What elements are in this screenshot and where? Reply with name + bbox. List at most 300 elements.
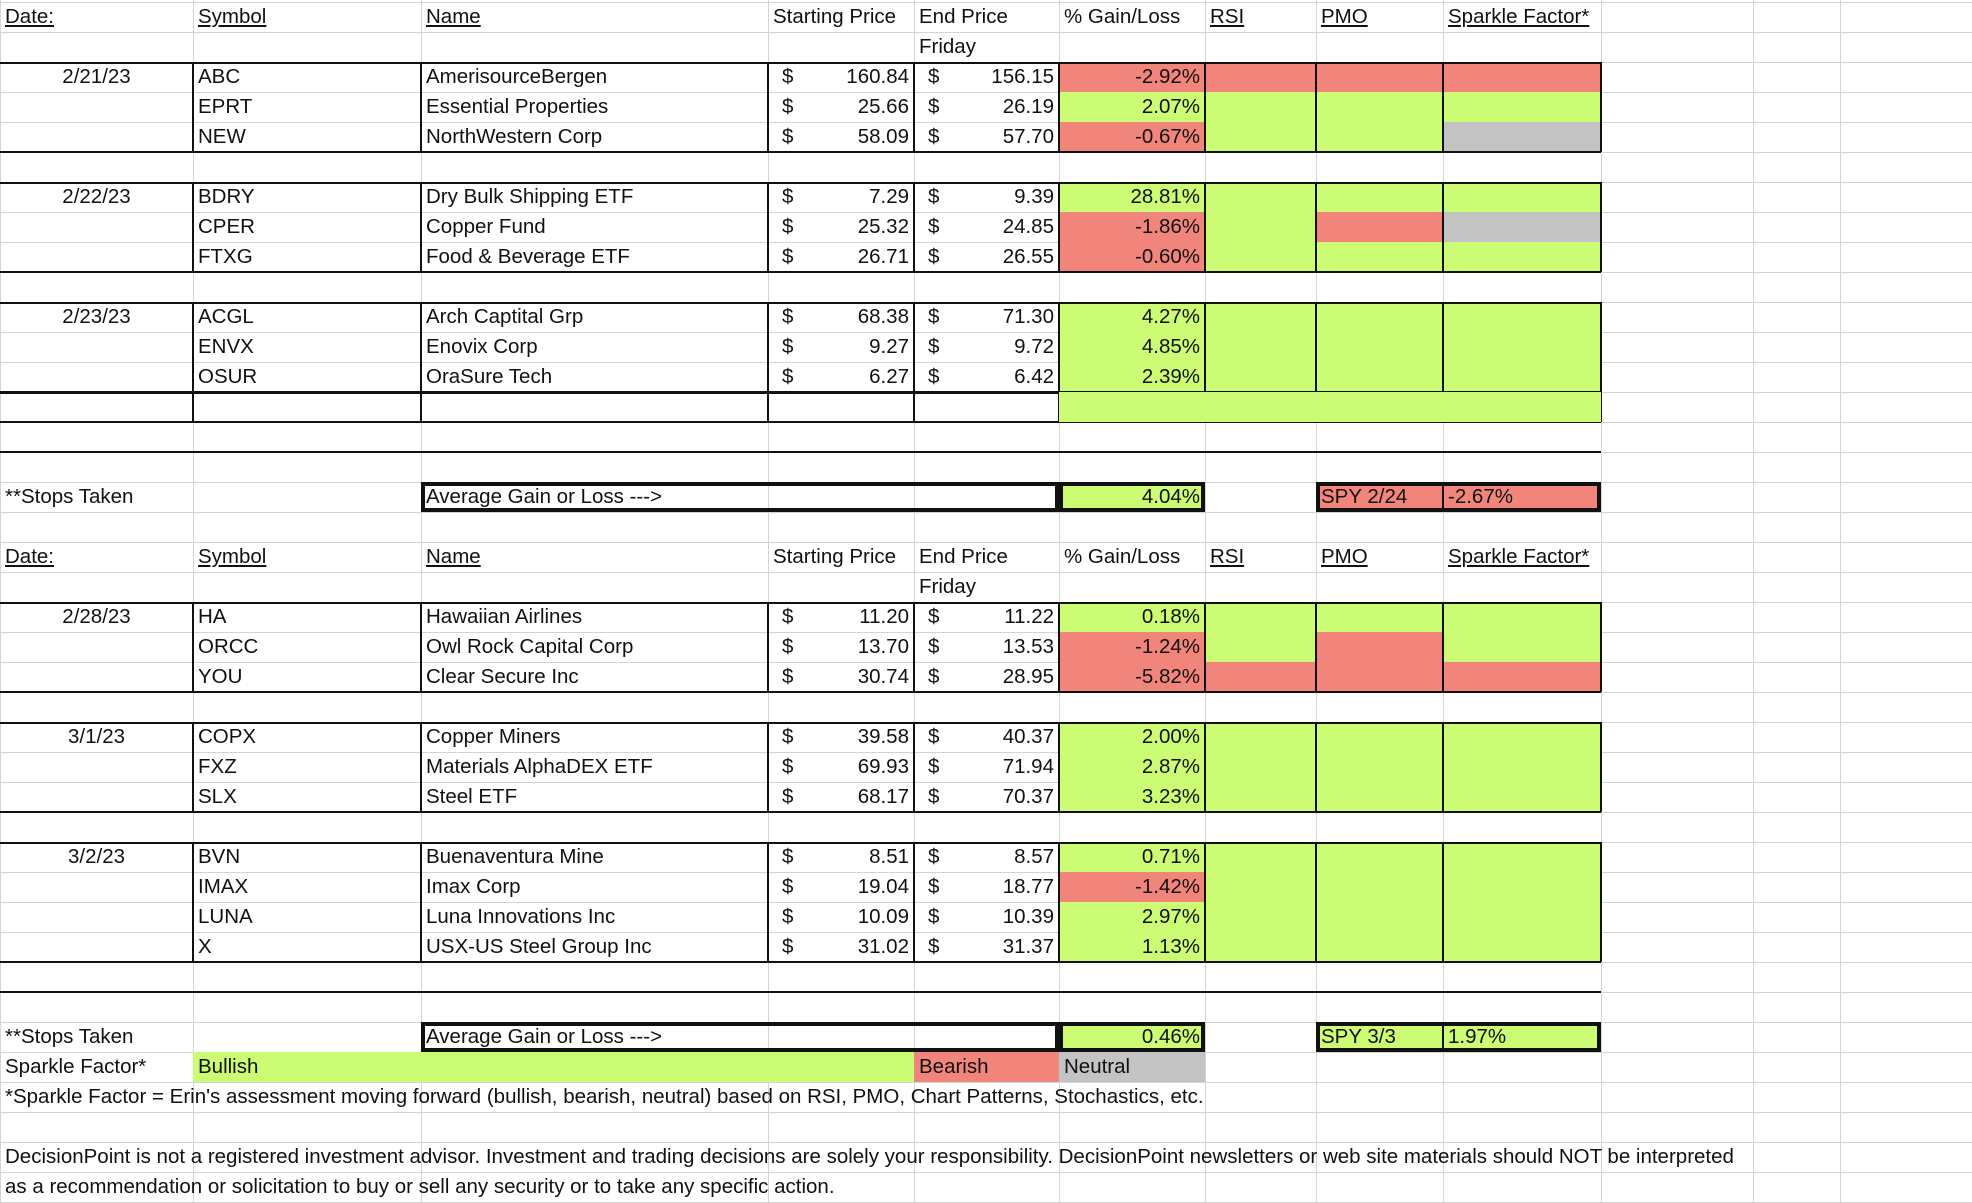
starting-price[interactable]: 69.93 — [857, 755, 909, 778]
sparkle-factor-indicator[interactable] — [1443, 122, 1601, 152]
rsi-indicator[interactable] — [1205, 302, 1316, 332]
gain-loss-value[interactable]: 0.71% — [1141, 845, 1200, 868]
legend-neutral: Neutral — [1064, 1055, 1131, 1078]
group-border-col — [1600, 602, 1602, 692]
currency-symbol: $ — [928, 785, 940, 808]
sparkle-factor-indicator[interactable] — [1443, 62, 1601, 92]
ticker-symbol[interactable]: ORCC — [198, 635, 259, 658]
security-name[interactable]: OraSure Tech — [426, 365, 553, 388]
sparkle-factor-indicator[interactable] — [1443, 782, 1601, 812]
group-border-col — [192, 392, 194, 422]
sparkle-factor-indicator[interactable] — [1443, 632, 1601, 662]
starting-price[interactable]: 68.38 — [857, 305, 909, 328]
group-border-col — [192, 62, 194, 152]
starting-price[interactable]: 39.58 — [857, 725, 909, 748]
group-border-col — [1600, 722, 1602, 812]
pmo-indicator[interactable] — [1316, 242, 1443, 272]
end-price[interactable]: 156.15 — [991, 65, 1054, 88]
group-border-col — [420, 62, 422, 152]
pmo-indicator[interactable] — [1316, 212, 1443, 242]
ticker-symbol[interactable]: COPX — [198, 725, 257, 748]
grid-col-line — [1601, 0, 1602, 1202]
group-border-col — [1204, 302, 1206, 392]
rsi-indicator[interactable] — [1205, 242, 1316, 272]
security-name[interactable]: NorthWestern Corp — [426, 125, 603, 148]
currency-symbol: $ — [928, 215, 940, 238]
currency-symbol: $ — [782, 245, 794, 268]
pmo-indicator[interactable] — [1316, 92, 1443, 122]
pmo-indicator[interactable] — [1316, 302, 1443, 332]
security-name[interactable]: Luna Innovations Inc — [426, 905, 616, 928]
pmo-indicator[interactable] — [1316, 62, 1443, 92]
header-sparkle-factor: Sparkle Factor* — [1448, 5, 1590, 28]
pmo-indicator[interactable] — [1316, 182, 1443, 212]
starting-price[interactable]: 31.02 — [857, 935, 909, 958]
gain-loss-value[interactable]: 4.85% — [1141, 335, 1200, 358]
group-border-col — [767, 722, 769, 812]
group-border-bottom — [0, 811, 1601, 813]
ticker-symbol[interactable]: BVN — [198, 845, 241, 868]
pmo-indicator[interactable] — [1316, 902, 1443, 932]
gain-loss-empty-cell[interactable] — [1059, 392, 1205, 422]
group-date[interactable]: 2/22/23 — [62, 185, 131, 208]
group-border-col — [192, 182, 194, 272]
security-name[interactable]: Hawaiian Airlines — [426, 605, 583, 628]
security-name[interactable]: Copper Miners — [426, 725, 561, 748]
sparkle-factor-indicator[interactable] — [1443, 182, 1601, 212]
gain-loss-value[interactable]: -2.92% — [1135, 65, 1200, 88]
starting-price[interactable]: 10.09 — [857, 905, 909, 928]
currency-symbol: $ — [782, 305, 794, 328]
group-date[interactable]: 2/21/23 — [62, 65, 131, 88]
average-gain-label: Average Gain or Loss ---> — [426, 485, 663, 508]
gain-loss-value[interactable]: 2.97% — [1141, 905, 1200, 928]
currency-symbol: $ — [782, 875, 794, 898]
currency-symbol: $ — [928, 95, 940, 118]
ticker-symbol[interactable]: NEW — [198, 125, 246, 148]
end-price[interactable]: 31.37 — [1002, 935, 1054, 958]
header-gain-loss: % Gain/Loss — [1064, 545, 1181, 568]
group-border-bottom — [0, 961, 1601, 963]
grid-col-line — [1840, 0, 1841, 1202]
end-price[interactable]: 9.39 — [1014, 185, 1054, 208]
currency-symbol: $ — [928, 635, 940, 658]
rsi-indicator[interactable] — [1205, 212, 1316, 242]
average-gain-value[interactable]: 4.04% — [1141, 485, 1200, 508]
end-price[interactable]: 26.19 — [1002, 95, 1054, 118]
end-price[interactable]: 26.55 — [1002, 245, 1054, 268]
pmo-indicator[interactable] — [1316, 722, 1443, 752]
end-price[interactable]: 71.94 — [1002, 755, 1054, 778]
group-border-col — [1315, 602, 1317, 692]
currency-symbol: $ — [928, 335, 940, 358]
end-price[interactable]: 18.77 — [1002, 875, 1054, 898]
sparkle-factor-indicator[interactable] — [1443, 752, 1601, 782]
security-name[interactable]: Buenaventura Mine — [426, 845, 604, 868]
rsi-indicator[interactable] — [1205, 332, 1316, 362]
group-border-col — [913, 722, 915, 812]
rsi-indicator[interactable] — [1205, 122, 1316, 152]
legend-bullish: Bullish — [198, 1055, 259, 1078]
spy-label: SPY 2/24 — [1321, 485, 1408, 508]
header-starting-price: Starting Price — [773, 5, 897, 28]
currency-symbol: $ — [928, 185, 940, 208]
gain-loss-value[interactable]: 4.27% — [1141, 305, 1200, 328]
header-name: Name — [426, 545, 481, 568]
pmo-indicator[interactable] — [1316, 332, 1443, 362]
currency-symbol: $ — [928, 125, 940, 148]
group-border-top — [0, 302, 1601, 304]
group-border-col — [1600, 62, 1602, 152]
rsi-indicator[interactable] — [1205, 752, 1316, 782]
group-border-col — [913, 302, 915, 392]
currency-symbol: $ — [782, 725, 794, 748]
sparkle-footnote: *Sparkle Factor = Erin's assessment moving forward (bullish, bearish, neutral) based on RSI, PMO, Chart Patterns, Stochastics, etc. — [5, 1085, 1204, 1108]
starting-price[interactable]: 26.71 — [857, 245, 909, 268]
header-date: Date: — [5, 545, 54, 568]
rsi-indicator[interactable] — [1205, 782, 1316, 812]
rsi-indicator[interactable] — [1205, 842, 1316, 872]
ticker-symbol[interactable]: ACGL — [198, 305, 254, 328]
section-separator — [0, 451, 1601, 453]
pmo-indicator[interactable] — [1316, 602, 1443, 632]
pmo-indicator[interactable] — [1316, 872, 1443, 902]
header-date: Date: — [5, 5, 54, 28]
legend-bearish: Bearish — [919, 1055, 989, 1078]
spy-value[interactable]: 1.97% — [1448, 1025, 1507, 1048]
currency-symbol: $ — [928, 665, 940, 688]
security-name[interactable]: Enovix Corp — [426, 335, 538, 358]
gain-loss-value[interactable]: 2.07% — [1141, 95, 1200, 118]
header-rsi: RSI — [1210, 5, 1245, 28]
sparkle-factor-indicator[interactable] — [1443, 212, 1601, 242]
group-border-col — [1204, 722, 1206, 812]
group-border-col — [1315, 182, 1317, 272]
currency-symbol: $ — [928, 305, 940, 328]
group-date[interactable]: 3/1/23 — [68, 725, 125, 748]
end-price[interactable]: 70.37 — [1002, 785, 1054, 808]
end-price[interactable]: 57.70 — [1002, 125, 1054, 148]
group-border-col — [1600, 182, 1602, 272]
starting-price[interactable]: 25.32 — [857, 215, 909, 238]
group-border-col — [1315, 62, 1317, 152]
security-name[interactable]: Arch Captital Grp — [426, 305, 584, 328]
gain-loss-value[interactable]: 2.87% — [1141, 755, 1200, 778]
ticker-symbol[interactable]: LUNA — [198, 905, 253, 928]
rsi-indicator[interactable] — [1205, 872, 1316, 902]
group-border-col — [913, 62, 915, 152]
stops-taken-label: **Stops Taken — [5, 485, 134, 508]
group-border-col — [420, 182, 422, 272]
grid-row-line — [0, 512, 1972, 513]
pmo-empty-cell[interactable] — [1316, 392, 1443, 422]
currency-symbol: $ — [928, 365, 940, 388]
currency-symbol: $ — [782, 665, 794, 688]
end-price[interactable]: 6.42 — [1014, 365, 1054, 388]
group-border-top — [0, 722, 1601, 724]
ticker-symbol[interactable]: IMAX — [198, 875, 249, 898]
rsi-indicator[interactable] — [1205, 362, 1316, 392]
end-price[interactable]: 24.85 — [1002, 215, 1054, 238]
spy-value[interactable]: -2.67% — [1448, 485, 1513, 508]
currency-symbol: $ — [928, 65, 940, 88]
ticker-symbol[interactable]: YOU — [198, 665, 243, 688]
group-border-col — [1442, 302, 1444, 392]
ticker-symbol[interactable]: OSUR — [198, 365, 258, 388]
end-price[interactable]: 28.95 — [1002, 665, 1054, 688]
sparkle-factor-indicator[interactable] — [1443, 872, 1601, 902]
average-gain-value[interactable]: 0.46% — [1141, 1025, 1200, 1048]
group-border-col — [420, 392, 422, 422]
header-pmo: PMO — [1321, 5, 1368, 28]
group-border-col — [1204, 842, 1206, 962]
group-border-col — [767, 302, 769, 392]
section-separator — [0, 991, 1601, 993]
end-price[interactable]: 40.37 — [1002, 725, 1054, 748]
currency-symbol: $ — [782, 215, 794, 238]
group-border-col — [767, 182, 769, 272]
group-border-top — [0, 182, 1601, 184]
sparkle-factor-indicator[interactable] — [1443, 722, 1601, 752]
group-border-col — [767, 842, 769, 962]
pmo-indicator[interactable] — [1316, 362, 1443, 392]
currency-symbol: $ — [928, 725, 940, 748]
gain-loss-value[interactable]: -0.67% — [1135, 125, 1200, 148]
rsi-indicator[interactable] — [1205, 632, 1316, 662]
rsi-indicator[interactable] — [1205, 662, 1316, 692]
group-border-col — [913, 392, 915, 422]
group-border-col — [1058, 722, 1060, 812]
security-name[interactable]: Materials AlphaDEX ETF — [426, 755, 653, 778]
group-border-col — [420, 302, 422, 392]
ticker-symbol[interactable]: SLX — [198, 785, 237, 808]
gain-loss-value[interactable]: -1.24% — [1135, 635, 1200, 658]
starting-price[interactable]: 9.27 — [869, 335, 909, 358]
header-rsi: RSI — [1210, 545, 1245, 568]
currency-symbol: $ — [782, 125, 794, 148]
security-name[interactable]: Clear Secure Inc — [426, 665, 579, 688]
currency-symbol: $ — [782, 335, 794, 358]
currency-symbol: $ — [782, 365, 794, 388]
starting-price[interactable]: 160.84 — [846, 65, 909, 88]
header-sparkle-factor: Sparkle Factor* — [1448, 545, 1590, 568]
gain-loss-value[interactable]: 2.00% — [1141, 725, 1200, 748]
security-name[interactable]: AmerisourceBergen — [426, 65, 608, 88]
group-border-col — [1058, 302, 1060, 392]
group-border-col — [1442, 182, 1444, 272]
rsi-indicator[interactable] — [1205, 182, 1316, 212]
group-border-col — [913, 182, 915, 272]
group-border-col — [1058, 182, 1060, 272]
group-border-col — [192, 302, 194, 392]
group-border-col — [1600, 842, 1602, 962]
end-price[interactable]: 10.39 — [1002, 905, 1054, 928]
sparkle-factor-indicator[interactable] — [1443, 662, 1601, 692]
end-price[interactable]: 11.22 — [1004, 605, 1054, 628]
header-end-price-friday: Friday — [919, 575, 976, 598]
group-border-col — [913, 602, 915, 692]
pmo-indicator[interactable] — [1316, 932, 1443, 962]
pmo-indicator[interactable] — [1316, 842, 1443, 872]
gain-loss-value[interactable]: -0.60% — [1135, 245, 1200, 268]
average-gain-label: Average Gain or Loss ---> — [426, 1025, 663, 1048]
sparkle-factor-indicator[interactable] — [1443, 332, 1601, 362]
currency-symbol: $ — [928, 935, 940, 958]
currency-symbol: $ — [782, 635, 794, 658]
sparkle-factor-indicator[interactable] — [1443, 302, 1601, 332]
ticker-symbol[interactable]: ABC — [198, 65, 241, 88]
grid-row-line — [0, 1112, 1972, 1113]
ticker-symbol[interactable]: CPER — [198, 215, 255, 238]
security-name[interactable]: Owl Rock Capital Corp — [426, 635, 634, 658]
group-border-col — [420, 842, 422, 962]
group-border-top — [0, 62, 1601, 64]
gain-loss-value[interactable]: -1.86% — [1135, 215, 1200, 238]
gain-loss-value[interactable]: 2.39% — [1141, 365, 1200, 388]
disclaimer-line-1: DecisionPoint is not a registered investment advisor. Investment and trading decisions are solely your responsibility. DecisionPoint newsletters or web site materials should NOT be interpreted — [5, 1145, 1734, 1168]
currency-symbol: $ — [928, 845, 940, 868]
currency-symbol: $ — [928, 905, 940, 928]
currency-symbol: $ — [782, 845, 794, 868]
group-date[interactable]: 2/28/23 — [62, 605, 131, 628]
currency-symbol: $ — [782, 605, 794, 628]
rsi-indicator[interactable] — [1205, 902, 1316, 932]
starting-price[interactable]: 6.27 — [869, 365, 909, 388]
sparkle-factor-indicator[interactable] — [1443, 932, 1601, 962]
security-name[interactable]: USX-US Steel Group Inc — [426, 935, 652, 958]
header-pmo: PMO — [1321, 545, 1368, 568]
security-name[interactable]: Copper Fund — [426, 215, 546, 238]
group-border-bottom — [0, 271, 1601, 273]
sparkle-factor-indicator[interactable] — [1443, 602, 1601, 632]
security-name[interactable]: Food & Beverage ETF — [426, 245, 630, 268]
pmo-indicator[interactable] — [1316, 782, 1443, 812]
group-border-col — [1600, 302, 1602, 392]
group-border-col — [1058, 62, 1060, 152]
group-border-col — [1315, 722, 1317, 812]
ticker-symbol[interactable]: FTXG — [198, 245, 253, 268]
ticker-symbol[interactable]: X — [198, 935, 212, 958]
group-border-bottom — [0, 691, 1601, 693]
group-border-col — [1442, 722, 1444, 812]
ticker-symbol[interactable]: FXZ — [198, 755, 237, 778]
currency-symbol: $ — [782, 185, 794, 208]
starting-price[interactable]: 30.74 — [857, 665, 909, 688]
grid-col-line — [1205, 0, 1206, 1202]
starting-price[interactable]: 11.20 — [859, 605, 909, 628]
ticker-symbol[interactable]: HA — [198, 605, 227, 628]
ticker-symbol[interactable]: ENVX — [198, 335, 254, 358]
header-end-price-friday: Friday — [919, 35, 976, 58]
starting-price[interactable]: 19.04 — [857, 875, 909, 898]
pmo-indicator[interactable] — [1316, 122, 1443, 152]
rsi-indicator[interactable] — [1205, 92, 1316, 122]
ticker-symbol[interactable]: BDRY — [198, 185, 255, 208]
rsi-empty-cell[interactable] — [1205, 392, 1316, 422]
rsi-indicator[interactable] — [1205, 932, 1316, 962]
ticker-symbol[interactable]: EPRT — [198, 95, 253, 118]
currency-symbol: $ — [928, 755, 940, 778]
rsi-indicator[interactable] — [1205, 722, 1316, 752]
header-symbol: Symbol — [198, 5, 267, 28]
group-date[interactable]: 2/23/23 — [62, 305, 131, 328]
currency-symbol: $ — [782, 935, 794, 958]
gain-loss-value[interactable]: 28.81% — [1130, 185, 1200, 208]
end-price[interactable]: 13.53 — [1002, 635, 1054, 658]
sparkle-factor-indicator[interactable] — [1443, 842, 1601, 872]
group-border-col — [1058, 842, 1060, 962]
starting-price[interactable]: 7.29 — [869, 185, 909, 208]
header-name: Name — [426, 5, 481, 28]
group-border-col — [767, 392, 769, 422]
group-border-col — [1315, 842, 1317, 962]
starting-price[interactable]: 13.70 — [857, 635, 909, 658]
gain-loss-value[interactable]: -1.42% — [1135, 875, 1200, 898]
security-name[interactable]: Essential Properties — [426, 95, 609, 118]
sparkle-factor-indicator[interactable] — [1443, 242, 1601, 272]
sparkle-factor-indicator[interactable] — [1443, 362, 1601, 392]
rsi-indicator[interactable] — [1205, 62, 1316, 92]
security-name[interactable]: Imax Corp — [426, 875, 521, 898]
group-border-col — [1442, 62, 1444, 152]
currency-symbol: $ — [928, 875, 940, 898]
group-border-col — [913, 842, 915, 962]
stops-taken-label: **Stops Taken — [5, 1025, 134, 1048]
gain-loss-value[interactable]: 3.23% — [1141, 785, 1200, 808]
sparkle-factor-indicator[interactable] — [1443, 902, 1601, 932]
group-border-col — [192, 602, 194, 692]
security-name[interactable]: Steel ETF — [426, 785, 518, 808]
header-symbol: Symbol — [198, 545, 267, 568]
group-border-col — [420, 722, 422, 812]
group-border-col — [1204, 182, 1206, 272]
starting-price[interactable]: 58.09 — [857, 125, 909, 148]
starting-price[interactable]: 25.66 — [857, 95, 909, 118]
group-border-top — [0, 842, 1601, 844]
end-price[interactable]: 8.57 — [1014, 845, 1054, 868]
starting-price[interactable]: 68.17 — [857, 785, 909, 808]
end-price[interactable]: 71.30 — [1002, 305, 1054, 328]
group-border-col — [192, 722, 194, 812]
currency-symbol: $ — [782, 785, 794, 808]
header-gain-loss: % Gain/Loss — [1064, 5, 1181, 28]
gain-loss-value[interactable]: 0.18% — [1141, 605, 1200, 628]
gain-loss-value[interactable]: 1.13% — [1141, 935, 1200, 958]
group-border-col — [1315, 302, 1317, 392]
group-border-col — [767, 602, 769, 692]
sparkle-empty-cell[interactable] — [1443, 392, 1601, 422]
disclaimer-line-2: as a recommendation or solicitation to buy or sell any security or to take any specific action. — [5, 1175, 835, 1198]
sparkle-factor-indicator[interactable] — [1443, 92, 1601, 122]
group-border-col — [1442, 602, 1444, 692]
group-border-col — [192, 842, 194, 962]
pmo-indicator[interactable] — [1316, 662, 1443, 692]
grid-col-line — [1753, 0, 1754, 1202]
end-price[interactable]: 9.72 — [1014, 335, 1054, 358]
security-name[interactable]: Dry Bulk Shipping ETF — [426, 185, 634, 208]
legend-label: Sparkle Factor* — [5, 1055, 147, 1078]
currency-symbol: $ — [928, 605, 940, 628]
currency-symbol: $ — [782, 95, 794, 118]
group-border-bottom — [0, 151, 1601, 153]
rsi-indicator[interactable] — [1205, 602, 1316, 632]
starting-price[interactable]: 8.51 — [869, 845, 909, 868]
group-border-col — [1204, 62, 1206, 152]
pmo-indicator[interactable] — [1316, 752, 1443, 782]
pmo-indicator[interactable] — [1316, 632, 1443, 662]
group-date[interactable]: 3/2/23 — [68, 845, 125, 868]
gain-loss-value[interactable]: -5.82% — [1135, 665, 1200, 688]
